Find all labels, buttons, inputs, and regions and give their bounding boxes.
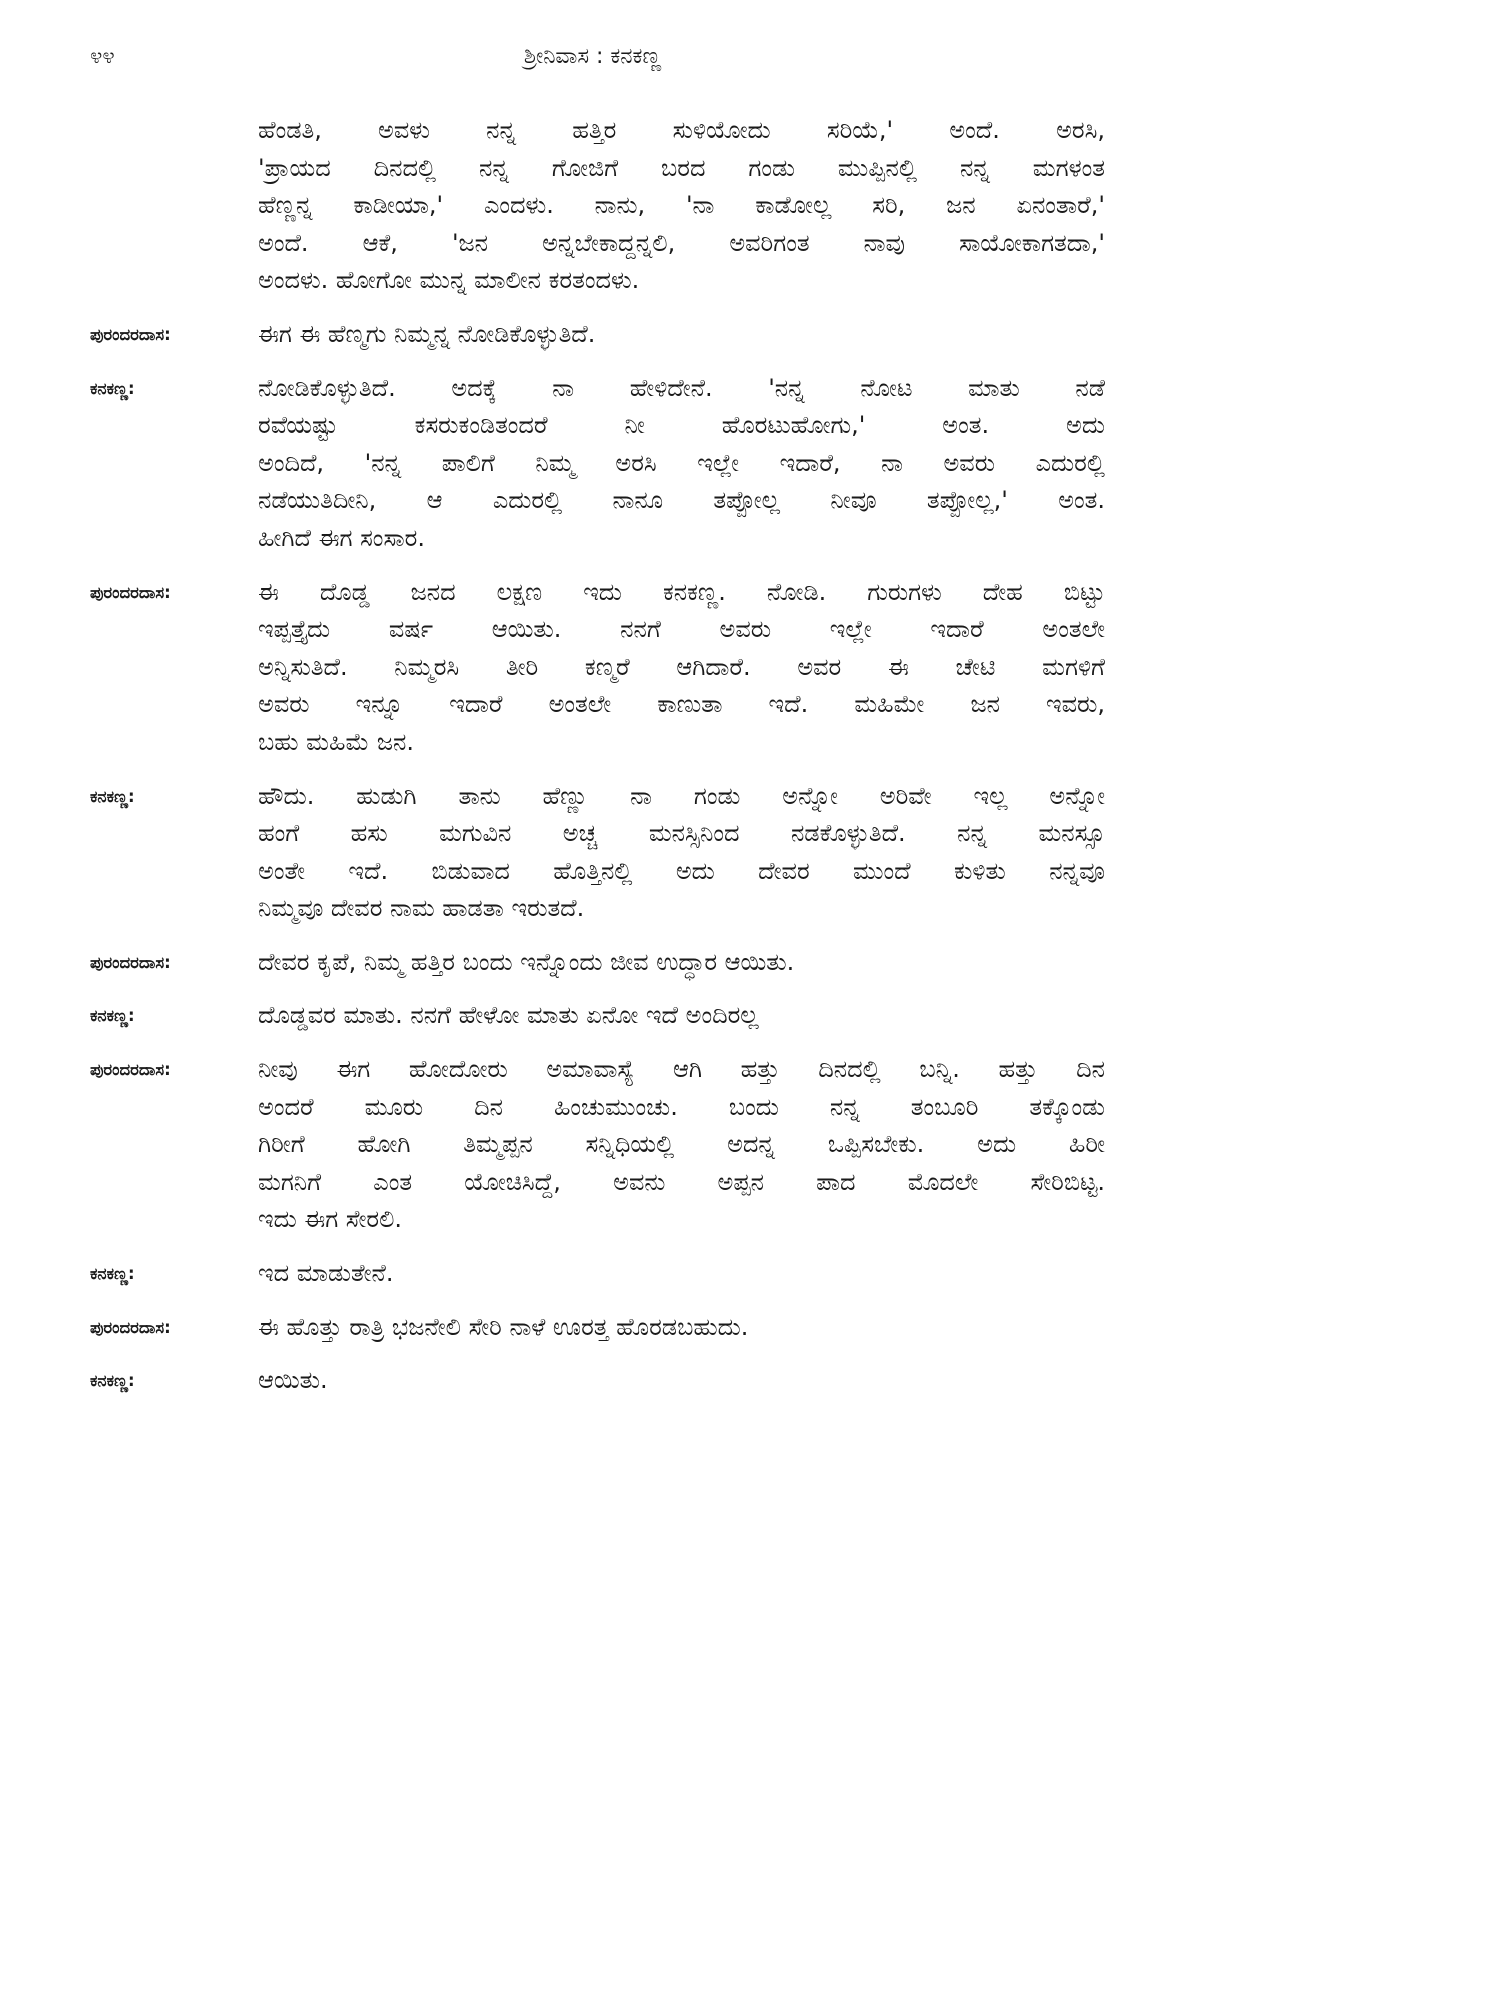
speaker-name: ಕನಕಣ್ಣ: xyxy=(90,1264,135,1284)
text-line: ಅಂತೇ ಇದೆ. ಬಿಡುವಾದ ಹೊತ್ತಿನಲ್ಲಿ ಅದು ದೇವರ ಮುಂದೆ ಕುಳಿತು ನನ್ನವೂ xyxy=(258,856,1105,885)
text-line: ಈ ಹೊತ್ತು ರಾತ್ರಿ ಭಜನೇಲಿ ಸೇರಿ ನಾಳೆ ಊರತ್ತ ಹೊರಡಬಹುದು. xyxy=(258,1312,749,1341)
speech-text xyxy=(258,997,1105,1035)
speaker-name: ಪುರಂದರದಾಸ: xyxy=(90,582,171,602)
text-line: ಹೌದು. ಹುಡುಗಿ ತಾನು ಹೆಣ್ಣು ನಾ ಗಂಡು ಅನ್ನೋ ಅರಿವೇ ಇಲ್ಲ ಅನ್ನೋ xyxy=(258,781,1105,810)
text-line: ದೇವರ ಕೃಪೆ, ನಿಮ್ಮ ಹತ್ತಿರ ಬಂದು ಇನ್ನೊಂದು ಜೀವ ಉದ್ಧಾರ ಆಯಿತು. xyxy=(258,947,795,976)
text-line: ಹೀಗಿದೆ ಈಗ ಸಂಸಾರ. xyxy=(258,523,425,552)
dialogue-turn xyxy=(90,1309,1105,1347)
text-line: ಇದ ಮಾಡುತೇನೆ. xyxy=(258,1259,394,1288)
speaker-name: ಪುರಂದರದಾಸ: xyxy=(90,324,171,344)
text-line: ಅಂದಳು. ಹೋಗೋ ಮುನ್ನ ಮಾಲೀನ ಕರತಂದಳು. xyxy=(258,266,640,295)
speech-text xyxy=(258,778,1105,928)
text-line: ದೊಡ್ಡವರ ಮಾತು. ನನಗೆ ಹೇಳೋ ಮಾತು ಏನೋ ಇದೆ ಅಂದಿರಲ್ಲ xyxy=(258,1001,759,1030)
text-line: ಇದು ಈಗ ಸೇರಲಿ. xyxy=(258,1205,403,1234)
speaker-name: ಪುರಂದರದಾಸ: xyxy=(90,1317,171,1337)
dialogue-turn xyxy=(90,1362,1105,1400)
text-line: ಹೆಂಡತಿ, ಅವಳು ನನ್ನ ಹತ್ತಿರ ಸುಳಿಯೋದು ಸರಿಯೆ,' ಅಂದೆ. ಅರಸಿ, xyxy=(258,116,1105,144)
dialogue-turn xyxy=(90,1051,1105,1239)
dialogue-turn xyxy=(90,1255,1105,1293)
text-line: ಇಪ್ಪತ್ತೈದು ವರ್ಷ ಆಯಿತು. ನನಗೆ ಅವರು ಇಲ್ಲೇ ಇದಾರೆ ಅಂತಲೇ xyxy=(258,615,1105,644)
running-head xyxy=(90,44,1095,84)
running-title: ಶ್ರೀನಿವಾಸ : ಕನಕಣ್ಣ xyxy=(523,44,662,69)
speech-text xyxy=(258,944,1105,982)
speaker-name: ಪುರಂದರದಾಸ: xyxy=(90,1060,171,1080)
speech-text xyxy=(258,370,1105,558)
text-line: ಬಹು ಮಹಿಮೆ ಜನ. xyxy=(258,727,414,756)
dialogue-turn xyxy=(90,370,1105,558)
speech-text xyxy=(258,316,1105,354)
dialogue-turn xyxy=(90,316,1105,354)
text-line: ಆಯಿತು. xyxy=(258,1366,328,1395)
play-text xyxy=(90,112,1105,1416)
text-line: ರವೆಯಷ್ಟು ಕಸರುಕಂಡಿತಂದರೆ ನೀ ಹೊರಟುಹೋಗು,' ಅಂತ. ಅದು xyxy=(258,411,1105,440)
text-line: ನೋಡಿಕೊಳ್ಳುತಿದೆ. ಅದಕ್ಕೆ ನಾ ಹೇಳಿದೇನೆ. 'ನನ್ನ ನೋಟ ಮಾತು ನಡೆ xyxy=(258,373,1105,402)
speaker-name: ಕನಕಣ್ಣ: xyxy=(90,1006,135,1026)
text-line: ಮಗನಿಗೆ ಎಂತ ಯೋಚಿಸಿದ್ದೆ, ಅವನು ಅಪ್ಪನ ಪಾದ ಮೊದಲೇ ಸೇರಿಬಿಟ್ಟ. xyxy=(258,1167,1105,1196)
dialogue-turn xyxy=(90,997,1105,1035)
speaker-name: ಕನಕಣ್ಣ: xyxy=(90,786,135,806)
continued-speech-paragraph xyxy=(258,112,1105,300)
dialogue-turn xyxy=(90,944,1105,982)
speech-text xyxy=(258,1309,1105,1347)
text-line: 'ಪ್ರಾಯದ ದಿನದಲ್ಲಿ ನನ್ನ ಗೋಜಿಗೆ ಬರದ ಗಂಡು ಮುಪ್ಪಿನಲ್ಲಿ ನನ್ನ ಮಗಳಂತ xyxy=(258,153,1105,182)
speech-text xyxy=(258,1255,1105,1293)
text-line: ನಡೆಯುತಿದೀನಿ, ಆ ಎದುರಲ್ಲಿ ನಾನೂ ತಪ್ಪೋಲ್ಲ ನೀವೂ ತಪ್ಪೋಲ್ಲ,' ಅಂತ. xyxy=(258,486,1105,515)
text-line: ಗಿರೀಗೆ ಹೋಗಿ ತಿಮ್ಮಪ್ಪನ ಸನ್ನಿಧಿಯಲ್ಲಿ ಅದನ್ನ ಒಪ್ಪಿಸಬೇಕು. ಅದು ಹಿರೀ xyxy=(258,1130,1105,1159)
text-line: ಅಂದಿದೆ, 'ನನ್ನ ಪಾಲಿಗೆ ನಿಮ್ಮ ಅರಸಿ ಇಲ್ಲೇ ಇದಾರೆ, ನಾ ಅವರು ಎದುರಲ್ಲಿ xyxy=(258,448,1105,477)
text-line: ಅಂದೆ. ಆಕೆ, 'ಜನ ಅನ್ನಬೇಕಾದ್ದನ್ನಲಿ, ಅವರಿಗಂತ ನಾವು ಸಾಯೋಕಾಗತದಾ,' xyxy=(258,228,1105,257)
text-line: ಹೆಣ್ಣನ್ನ ಕಾಡೀಯಾ,' ಎಂದಳು. ನಾನು, 'ನಾ ಕಾಡೋಲ್ಲ ಸರಿ, ಜನ ಏನಂತಾರೆ,' xyxy=(258,191,1105,220)
text-line: ಅವರು ಇನ್ನೂ ಇದಾರೆ ಅಂತಲೇ ಕಾಣುತಾ ಇದೆ. ಮಹಿಮೇ ಜನ ಇವರು, xyxy=(258,690,1105,719)
text-line: ಅಂದರೆ ಮೂರು ದಿನ ಹಿಂಚುಮುಂಚು. ಬಂದು ನನ್ನ ತಂಬೂರಿ ತಕ್ಕೊಂಡು xyxy=(258,1092,1105,1121)
speech-text xyxy=(258,1051,1105,1239)
dialogue-turn xyxy=(90,574,1105,762)
dialogue-turn xyxy=(90,778,1105,928)
text-line: ಅನ್ನಿಸುತಿದೆ. ನಿಮ್ಮರಸಿ ತೀರಿ ಕಣ್ಮರೆ ಆಗಿದಾರೆ. ಅವರ ಈ ಚೇಟಿ ಮಗಳಿಗೆ xyxy=(258,652,1105,681)
text-line: ನಿಮ್ಮವೂ ದೇವರ ನಾಮ ಹಾಡತಾ ಇರುತದೆ. xyxy=(258,894,585,923)
speech-text xyxy=(258,1362,1105,1400)
page-number: ೪೪ xyxy=(90,44,115,69)
speaker-name: ಕನಕಣ್ಣ: xyxy=(90,378,135,398)
speaker-name: ಕನಕಣ್ಣ: xyxy=(90,1371,135,1391)
speech-text xyxy=(258,574,1105,762)
text-line: ನೀವು ಈಗ ಹೋದೋರು ಅಮಾವಾಸ್ಯೆ ಆಗಿ ಹತ್ತು ದಿನದಲ್ಲಿ ಬನ್ನಿ. ಹತ್ತು ದಿನ xyxy=(258,1055,1105,1084)
text-line: ಈಗ ಈ ಹೆಣ್ಮಗು ನಿಮ್ಮನ್ನ ನೋಡಿಕೊಳ್ಳುತಿದೆ. xyxy=(258,319,596,348)
text-line: ಈ ದೊಡ್ಡ ಜನದ ಲಕ್ಷಣ ಇದು ಕನಕಣ್ಣ. ನೋಡಿ. ಗುರುಗಳು ದೇಹ ಬಿಟ್ಟು xyxy=(258,577,1105,606)
speaker-name: ಪುರಂದರದಾಸ: xyxy=(90,952,171,972)
text-line: ಹಂಗೆ ಹಸು ಮಗುವಿನ ಅಚ್ಚ ಮನಸ್ಸಿನಿಂದ ನಡಕೊಳ್ಳುತಿದೆ. ನನ್ನ ಮನಸ್ಸೂ xyxy=(258,819,1105,848)
